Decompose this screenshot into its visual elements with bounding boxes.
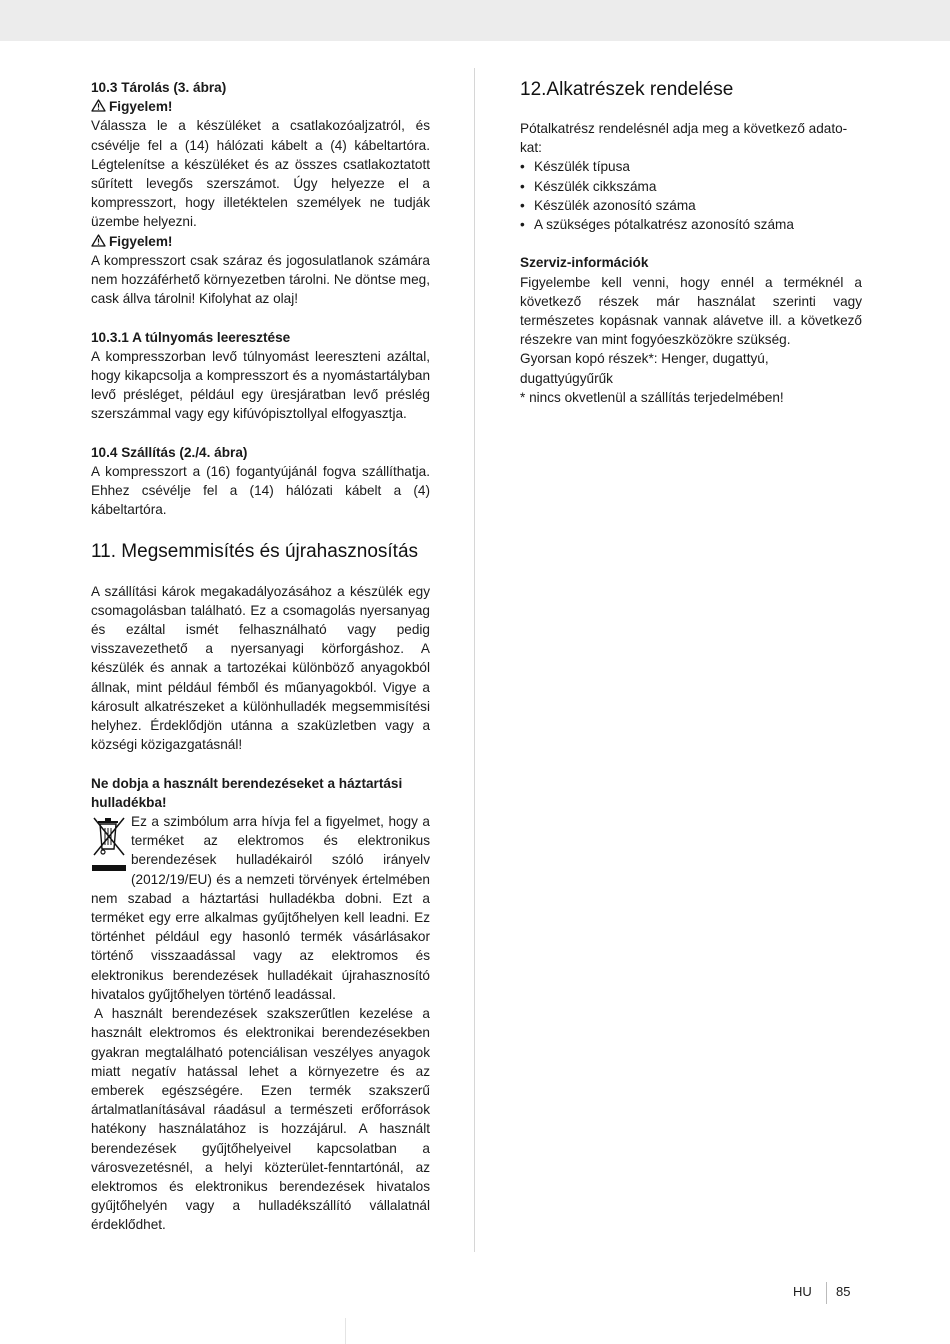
warning-triangle-icon — [91, 99, 106, 112]
warning-2 — [91, 232, 430, 251]
service-note: * nincs okvetlenül a szállítás terjedelmében! — [520, 389, 784, 405]
left-column — [91, 78, 430, 1235]
column-divider — [474, 68, 475, 1252]
section-11-heading — [91, 540, 430, 564]
top-bar — [0, 0, 950, 41]
bottom-mark — [345, 1318, 346, 1344]
warning-2-label: Figyelem! — [109, 233, 173, 249]
footer-separator — [826, 1282, 827, 1304]
section-10-3-1-title: 10.3.1 A túlnyomás leeresztése — [91, 329, 291, 345]
list-item: • Készülék típusa — [520, 157, 862, 176]
list-item: • Készülék azonosító száma — [520, 196, 862, 215]
service-wear-parts: Gyorsan kopó részek*: Henger, dugattyú, dugattyúgyűrűk — [520, 351, 769, 386]
footer-language: HU — [793, 1284, 812, 1299]
weee-text: Ez a szimbólum arra hívja fel a figyelmet, hogy a terméket az elektromos és elektronikus berendezések hulladékairól szóló irányelv (2012/19/EU) és a nemzeti törvények értelmében nem szabad a háztartási hulladékba dobni. Ezt a terméket egy erre alkalmas gyűjtőhelyen kell leadni. Ez történhet például egy hasonló termék vásárlásakor történő visszaadással vagy az elektromos és elektronikus berendezések hulladékait újrahasznosító hivatalos gyűjtőhelyen történő leadással. — [91, 814, 430, 1002]
list-item: • A szükséges pótalkatrész azonosító száma — [520, 215, 862, 234]
parts-order-list — [520, 157, 862, 234]
service-info-title: Szerviz-információk — [520, 255, 649, 271]
section-11-number: 11. — [91, 540, 117, 562]
section-10-3-text-2: A kompresszort csak száraz és jogosulatlanok számára nem hozzáférhető környezetben tárolni. Ne döntse meg, cask állva tárolni! Kifolyhat az olaj! — [91, 252, 430, 307]
section-10-3-text: Válassza le a készüléket a csatlakozóaljzatról, és csévélje fel a (14) hálózati kábelt a (4) kábeltartóra. Légtelenítse a készüléket és az összes csatlakoztatott sűrített levegős szerszámot. Úgy helyezze el a kompresszort, hogy illetéktelen személyek ne tudják üzembe helyezni. — [91, 118, 430, 230]
weee-title: Ne dobja a használt berendezéseket a háztartási hulladékba! — [91, 775, 403, 810]
page-number: 85 — [836, 1284, 851, 1299]
service-info-text: Figyelembe kell venni, hogy ennél a terméknél a következő részek már használat szerinti vagy természetes kopásnak vannak alávetve ill. a következő részekre van mint fogyóeszközökre szükség. — [520, 274, 862, 348]
section-12-intro: Pótalkatrész rendelésnél adja meg a következő adato-kat: — [520, 121, 848, 156]
weee-text-2: A használt berendezések szakszerűtlen kezelése a használt elektromos és elektronikai berendezésekben gyakran megtalálható potenciálisan veszélyes anyagok miatt negatív hatással lehet a környezetre és az emberek egészségére. Ezen termék szakszerű ártalmatlanításával ráadásul a természeti erőforrások hatékony használatához is hozzájárul. A használt berendezések gyűjtőhelyeivel kapcsolatban a városvezetésnél, a helyi közterület-fenntartónál, az elektromos és elektronikus berendezések hivatalos gyűjtőhelyén vagy a hulladékszállító vállalatnál érdeklődhet. — [91, 1006, 430, 1233]
section-11-text: A szállítási károk megakadályozásához a készülék egy csomagolásban található. Ez a csomagolás nyersanyag és ezáltal ismét felhasználható vagy pedig visszavezethető a nyersanyagi körforgáshoz. A készülék és annak a tartozékai különböző anyagokból állnak, mint például fémből és műanyagokból. Vigye a károsult alkatrészeket a különhulladék megsemmisítési helyhez. Érdeklődjön utánna a szaküzletben vagy a községi közigazgatásnál! — [91, 583, 430, 753]
weee-block — [91, 812, 430, 1004]
section-12-title: Alkatrészek rendelése — [546, 79, 734, 100]
list-item: • Készülék cikkszáma — [520, 177, 862, 196]
section-12-number: 12. — [520, 79, 547, 100]
warning-1 — [91, 97, 430, 116]
warning-1-label: Figyelem! — [109, 99, 173, 115]
section-10-3-title: 10.3 Tárolás (3. ábra) — [91, 80, 227, 95]
section-10-3-1-text: A kompresszorban levő túlnyomást leereszteni azáltal, hogy kikapcsolja a kompresszort és a nyomástartályban levő présléget, például egy üresjáratban levő préslég szerszámmal vagy egy kifúvópisztollyal elfogyasztja. — [91, 348, 430, 422]
right-column — [520, 78, 862, 407]
section-10-4-text: A kompresszort a (16) fogantyújánál fogva szállíthatja. Ehhez csévélje fel a (14) hálózati kábelt a (4) kábeltartóra. — [91, 464, 430, 518]
section-10-4-title: 10.4 Szállítás (2./4. ábra) — [91, 444, 248, 460]
section-11-title: Megsemmisítés és újrahasznosítás — [121, 540, 419, 562]
warning-triangle-icon — [91, 234, 106, 247]
crossed-out-wheelie-bin-icon — [91, 815, 127, 875]
section-12-heading — [520, 78, 862, 102]
